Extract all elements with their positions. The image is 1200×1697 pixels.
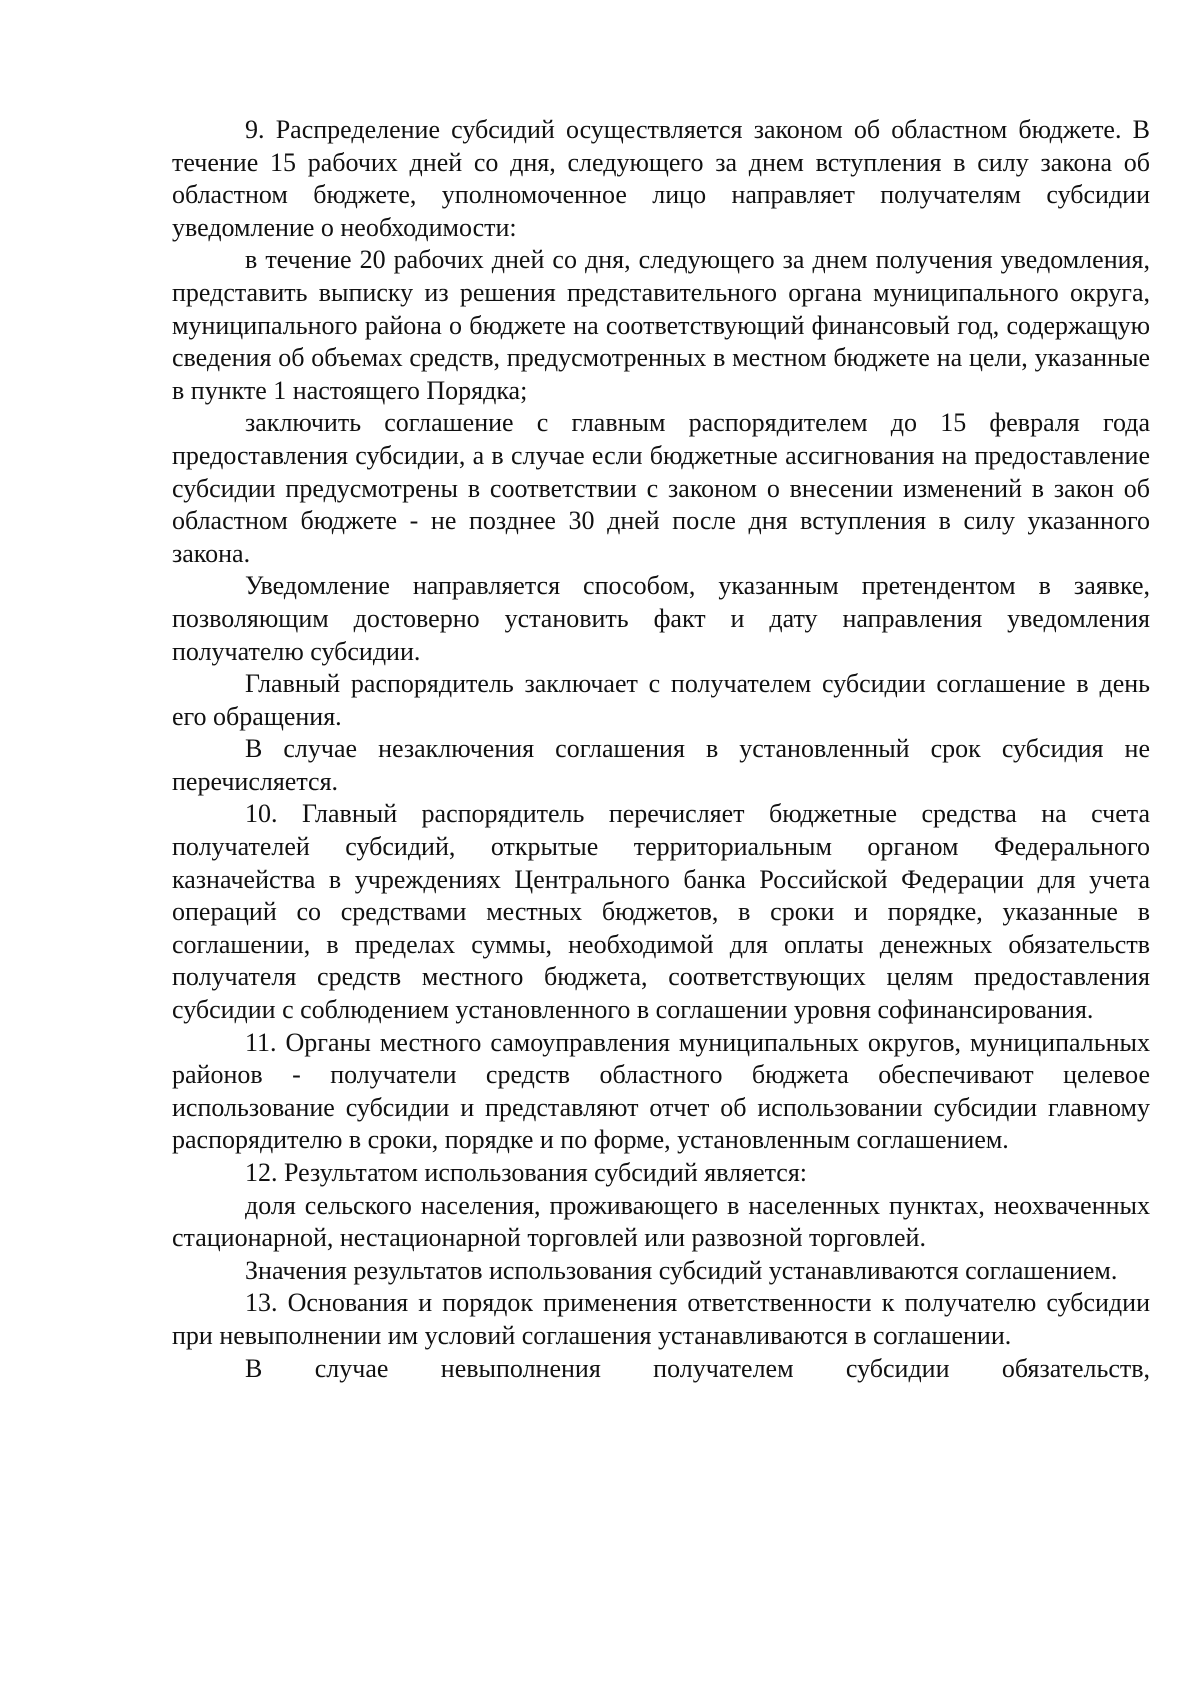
paragraph-9: 9. Распределение субсидий осуществляется законом об областном бюджете. В течение 15 рабочих дней со дня, следующего за днем вступления в силу закона об областном бюджете, уполномоченное лицо направляет получателям субсидии уведомление о необходимости:	[172, 115, 1150, 242]
paragraph-agreement: Главный распорядитель заключает с получателем субсидии соглашение в день его обращения.	[172, 669, 1150, 731]
paragraph-12-values: Значения результатов использования субсидий устанавливаются соглашением.	[245, 1255, 1118, 1285]
paragraph-13-failure: В случае невыполнения получателем субсидии обязательств,	[245, 1353, 1150, 1383]
paragraph-12-result: доля сельского населения, проживающего в населенных пунктах, неохваченных стационарной, нестационарной торговлей или развозной торговлей.	[172, 1190, 1150, 1253]
paragraph-10: 10. Главный распорядитель перечисляет бюджетные средства на счета получателей субсидий, открытые территориальным органом Федерального казначейства в учреждениях Центрального банка Российской Федерации для учета операций со средствами местных бюджетов, в сроки и порядке, указанные в соглашении, в пределах суммы, необходимой для оплаты денежных обязательств получателя средств местного бюджета, соответствующих целям предоставления субсидии с соблюдением установленного в соглашении уровня софинансирования.	[172, 799, 1150, 1025]
paragraph-no-agreement: В случае незаключения соглашения в установленный срок субсидия не перечисляется.	[172, 734, 1150, 796]
paragraph-notification: Уведомление направляется способом, указанным претендентом в заявке, позволяющим достоверно установить факт и дату направления уведомления получателю субсидии.	[172, 571, 1150, 666]
paragraph-12: 12. Результатом использования субсидий является:	[245, 1158, 808, 1187]
paragraph-9-item-2: заключить соглашение с главным распорядителем до 15 февраля года предоставления субсидии, а в случае если бюджетные ассигнования на предоставление субсидии предусмотрены в соответствии с законом о внесении изменений в закон об областном бюджете - не позднее 30 дней после дня вступления в силу указанного закона.	[172, 408, 1150, 568]
paragraph-9-item-1: в течение 20 рабочих дней со дня, следующего за днем получения уведомления, представить выписку из решения представительного органа муниципального округа, муниципального района о бюджете на соответствующий финансовый год, содержащую сведения об объемах средств, предусмотренных в местном бюджете на цели, указанные в пункте 1 настоящего Порядка;	[172, 245, 1150, 405]
paragraph-11: 11. Органы местного самоуправления муниципальных округов, муниципальных районов - получатели средств областного бюджета обеспечивают целевое использование субсидии и представляют отчет об использовании субсидии главному распорядителю в сроки, порядке и по форме, установленным соглашением.	[172, 1027, 1150, 1155]
document-page	[172, 114, 1150, 1385]
paragraph-13: 13. Основания и порядок применения ответственности к получателю субсидии при невыполнении им условий соглашения устанавливаются в соглашении.	[172, 1288, 1150, 1350]
